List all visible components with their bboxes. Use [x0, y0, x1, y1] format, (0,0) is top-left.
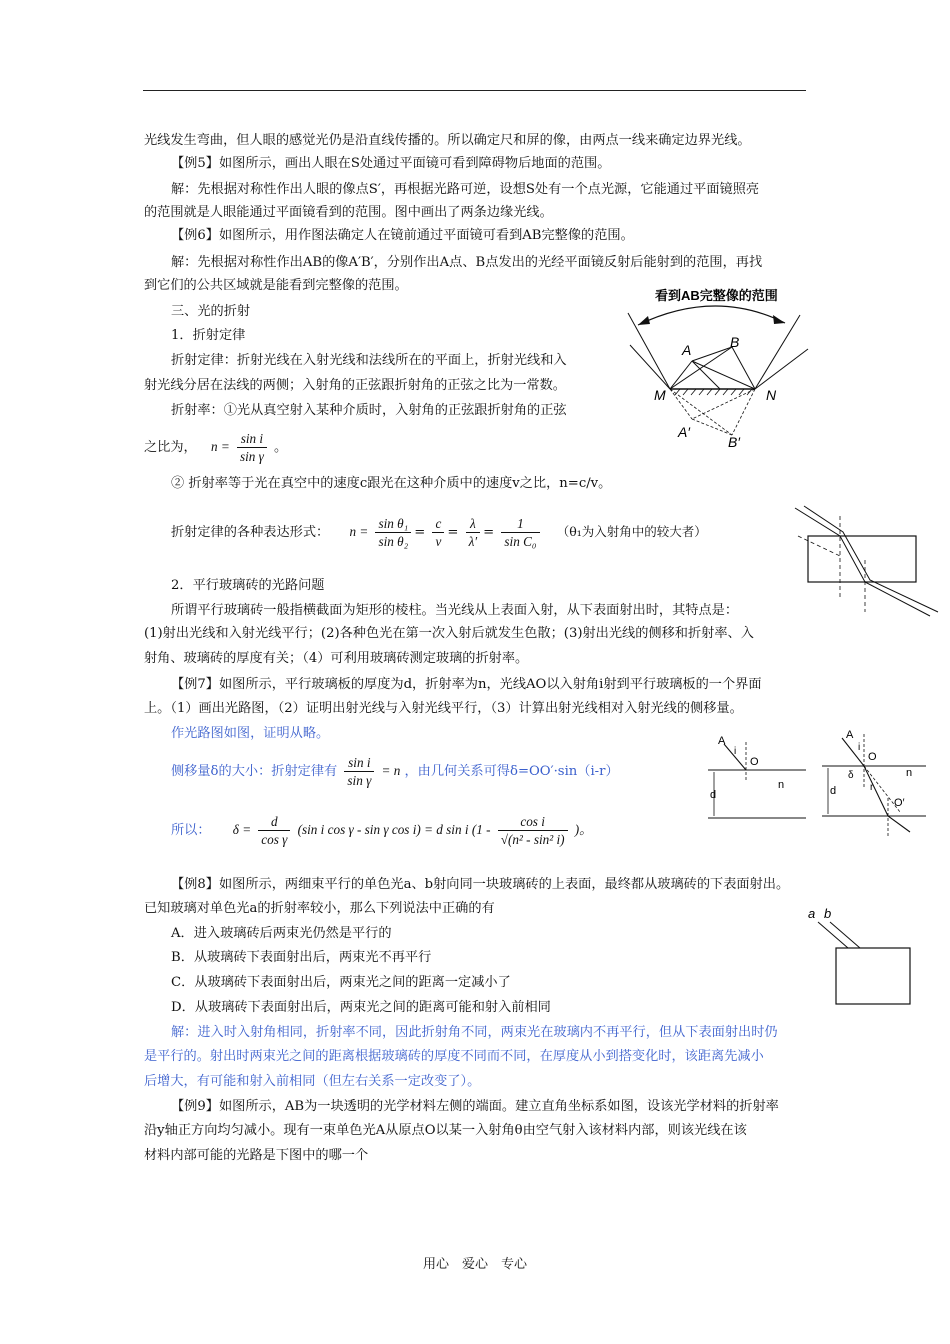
text-line: 沿y轴正方向均匀减小。现有一束单色光A从原点O以某一入射角θ由空气射入该材料内部，则该光线在该: [144, 1123, 747, 1138]
text-line: 所谓平行玻璃砖一般指横截面为矩形的棱柱。当光线从上表面入射，从下表面射出时，其特点是：: [171, 603, 739, 618]
formula-refraction-law: 折射定律的各种表达形式： n = $\frac{\text{sin θ₁}}{\text{sin θ₂}}$ = $\frac{c}{v}$ = $\frac{\lambda}{\lambda'}$ = $\frac{1}{\text{sin C₀}}$ （θ₁为入射角中的较大者）: [171, 516, 707, 549]
subsection-heading: 2．平行玻璃砖的光路问题: [171, 578, 325, 593]
glass-slab-figure: [790, 500, 940, 620]
svg-text:M: M: [654, 387, 666, 403]
svg-text:O: O: [750, 756, 759, 768]
example-8: 【例8】如图所示，两细束平行的单色光a、b射向同一块玻璃砖的上表面，最终都从玻璃砖的下表面射出。: [171, 877, 790, 892]
text-line: 上。（1）画出光路图，（2）证明出射光线与入射光线平行，（3）计算出射光线相对入射光线的侧移量。: [144, 701, 743, 716]
section-heading: 三、光的折射: [171, 304, 251, 319]
solution-line: 后增大，有可能和射入前相同（但左右关系一定改变了）。: [144, 1074, 481, 1089]
text-line: 解：先根据对称性作出人眼的像点S′，再根据光路可逆，设想S处有一个点光源，它能通过平面镜照亮: [171, 182, 760, 197]
text-line: 之比为，: [144, 440, 197, 455]
mirror-range-figure: [620, 283, 815, 453]
formula-lateral-shift: 所以： δ = $\frac{d}{\text{cos γ}}$ (sin i cos γ - sin γ cos i) = d sin i (1 - $\frac{\text{cos i}}{\text{√(n² - sin² i)}}$ )。: [171, 814, 593, 847]
solution-line: 是平行的。射出时两束光之间的距离根据玻璃砖的厚度不同而不同，在厚度从小到搭变化时，该距离先减小: [144, 1049, 764, 1064]
page-footer: 用心 爱心 专心: [422, 1257, 527, 1272]
solution-line: 解：进入时入射角相同，折射率不同，因此折射角不同，两束光在玻璃内不再平行，但从下表面射出时仍: [171, 1025, 778, 1040]
svg-text:N: N: [766, 387, 777, 403]
example-9: 【例9】如图所示，AB为一块透明的光学材料左侧的端面。建立直角坐标系如图，设该光学材料的折射率: [171, 1099, 779, 1114]
option-c: C．从玻璃砖下表面射出后，两束光之间的距离一定减小了: [171, 975, 511, 990]
svg-text:B′: B′: [728, 434, 740, 450]
option-d: D．从玻璃砖下表面射出后，两束光之间的距离可能和射入前相同: [171, 1000, 551, 1015]
svg-text:A: A: [718, 735, 726, 747]
example-7: 【例7】如图所示，平行玻璃板的厚度为d，折射率为n，光线AO以入射角i射到平行玻璃板的一个界面: [171, 677, 762, 692]
ex7-slab-figure: [700, 732, 810, 824]
svg-text:i: i: [858, 742, 861, 753]
text-line: 折射定律：折射光线在入射光线和法线所在的平面上，折射光线和入: [171, 353, 567, 368]
text-line: 解：先根据对称性作出AB的像A′B′，分别作出A点、B点发出的光经平面镜反射后能射到的范围，再找: [171, 255, 763, 270]
option-b: B．从玻璃砖下表面射出后，两束光不再平行: [171, 950, 432, 965]
svg-text:d: d: [710, 789, 717, 801]
text-line: 折射率：①光从真空射入某种介质时，入射角的正弦跟折射角的正弦: [171, 403, 567, 418]
svg-text:A: A: [846, 729, 854, 741]
text-line: 射光线分居在法线的两侧；入射角的正弦跟折射角的正弦之比为一常数。: [144, 378, 566, 393]
svg-text:δ: δ: [848, 770, 854, 781]
text-line: 到它们的公共区域就是能看到完整像的范围。: [144, 278, 408, 293]
svg-text:A: A: [682, 342, 692, 358]
ex8-slab-figure: [800, 904, 920, 1014]
svg-text:r: r: [870, 782, 874, 793]
svg-text:A′: A′: [678, 424, 690, 440]
text-line: 材料内部可能的光路是下图中的哪一个: [144, 1148, 369, 1163]
svg-text:d: d: [830, 785, 837, 797]
header-rule: [143, 90, 806, 91]
svg-text:O′: O′: [894, 797, 905, 809]
option-a: A．进入玻璃砖后两束光仍然是平行的: [171, 926, 392, 941]
svg-text:O: O: [868, 751, 877, 763]
svg-text:看到AB完整像的范围: 看到AB完整像的范围: [655, 288, 778, 303]
svg-text:a: a: [808, 906, 816, 921]
svg-text:b: b: [824, 906, 832, 921]
svg-text:n: n: [906, 767, 913, 779]
text-line: ② 折射率等于光在真空中的速度c跟光在这种介质中的速度v之比，n=c/v。: [171, 476, 612, 491]
formula-n-definition: 之比为， n = $\frac{\text{sin i}}{\text{sin γ}}$ 。: [144, 431, 288, 464]
solution-line: 作光路图如图，证明从略。: [171, 726, 330, 741]
svg-text:i: i: [734, 746, 737, 757]
text-line: 已知玻璃对单色光a的折射率较小，那么下列说法中正确的有: [144, 901, 495, 916]
example-5: 【例5】如图所示，画出人眼在S处通过平面镜可看到障碍物后地面的范围。: [171, 156, 611, 171]
fraction: $\frac{\text{sin i}}{\text{sin γ}}$: [237, 430, 267, 465]
svg-text:B: B: [730, 334, 740, 350]
text-line: 光线发生弯曲，但人眼的感觉光仍是沿直线传播的。所以确定尺和屏的像，由两点一线来确定边界光线。: [144, 133, 751, 148]
text-line: 的范围就是人眼能通过平面镜看到的范围。图中画出了两条边缘光线。: [144, 205, 553, 220]
svg-text:n: n: [778, 779, 785, 791]
example-6: 【例6】如图所示，用作图法确定人在镜前通过平面镜可看到AB完整像的范围。: [171, 228, 634, 243]
text-line: 射角、玻璃砖的厚度有关；（4）可利用玻璃砖测定玻璃的折射率。: [144, 651, 529, 666]
ex7-path-figure: [818, 728, 930, 838]
subsection-heading: 1．折射定律: [171, 328, 246, 343]
text-line: (1)射出光线和入射光线平行；(2)各种色光在第一次入射后就发生色散；(3)射出光线的侧移和折射率、入: [144, 626, 754, 641]
formula-snell: 侧移量δ的大小：折射定律有 $\frac{\text{sin i}}{\text{sin γ}}$ = n ，由几何关系可得δ=OO′·sin（i-r）: [171, 755, 619, 788]
